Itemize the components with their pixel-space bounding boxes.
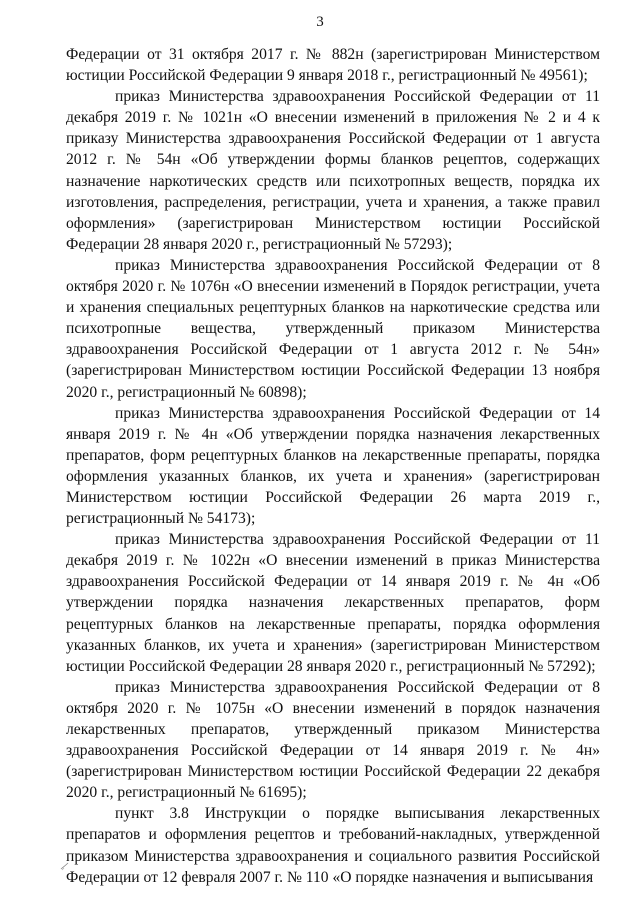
paragraph-order-1021n: приказ Министерства здравоохранения Российской Федерации от 11 декабря 2019 г. № 1021н «О внесении изменений в приложения № 2 и 4 к приказу Министерства здравоохранения Российской Федерации от 1 августа 2012 г. № 54н «Об утверждении формы бланков рецептов, содержащих назначение наркотических средств или психотропных веществ, порядка их изготовления, распределения, регистрации, учета и хранения, а также правил оформления» (зарегистрирован Министерством юстиции Российской Федерации 28 января 2020 г., регистрационный № 57293); bbox=[66, 88, 600, 253]
page-number: 3 bbox=[316, 14, 324, 30]
paragraph-order-4n: приказ Министерства здравоохранения Российской Федерации от 14 января 2019 г. № 4н «Об утверждении порядка назначения лекарственных препаратов, форм рецептурных бланков на лекарственные препараты, порядка оформления указанных бланков, их учета и хранения» (зарегистрирован Министерством юстиции Российской Федерации 26 марта 2019 г., регистрационный № 54173); bbox=[66, 404, 600, 528]
document-body bbox=[66, 44, 600, 888]
paragraph-clause-3-8: пункт 3.8 Инструкции о порядке выписывания лекарственных препаратов и оформления рецептов и требований-накладных, утвержденной приказом Министерства здравоохранения и социального развития Российской Федерации от 12 февраля 2007 г. № 110 «О порядке назначения и выписывания bbox=[66, 805, 600, 886]
paragraph-continuation: Федерации от 31 октября 2017 г. № 882н (зарегистрирован Министерством юстиции Российской Федерации 9 января 2018 г., регистрационный № 49561); bbox=[66, 46, 600, 85]
scan-mark bbox=[60, 861, 70, 871]
paragraph-order-1075n: приказ Министерства здравоохранения Российской Федерации от 8 октября 2020 г. № 1075н «О внесении изменений в порядок назначения лекарственных препаратов, утвержденный приказом Министерства здравоохранения Российской Федерации от 14 января 2019 г. № 4н» (зарегистрирован Министерством юстиции Российской Федерации 22 декабря 2020 г., регистрационный № 61695); bbox=[66, 678, 600, 802]
paragraph-order-1022n: приказ Министерства здравоохранения Российской Федерации от 11 декабря 2019 г. № 1022н «О внесении изменений в приказ Министерства здравоохранения Российской Федерации от 14 января 2019 г. № 4н «Об утверждении порядка назначения лекарственных препаратов, форм рецептурных бланков на лекарственные препараты, порядка оформления указанных бланков, их учета и хранения» (зарегистрирован Министерством юстиции Российской Федерации 28 января 2020 г., регистрационный № 57292); bbox=[66, 531, 600, 675]
paragraph-order-1076n: приказ Министерства здравоохранения Российской Федерации от 8 октября 2020 г. № 1076н «О внесении изменений в Порядок регистрации, учета и хранения специальных рецептурных бланков на наркотические средства или психотропные вещества, утвержденный приказом Министерства здравоохранения Российской Федерации от 1 августа 2012 г. № 54н» (зарегистрирован Министерством юстиции Российской Федерации 13 ноября 2020 г., регистрационный № 60898); bbox=[66, 256, 600, 401]
